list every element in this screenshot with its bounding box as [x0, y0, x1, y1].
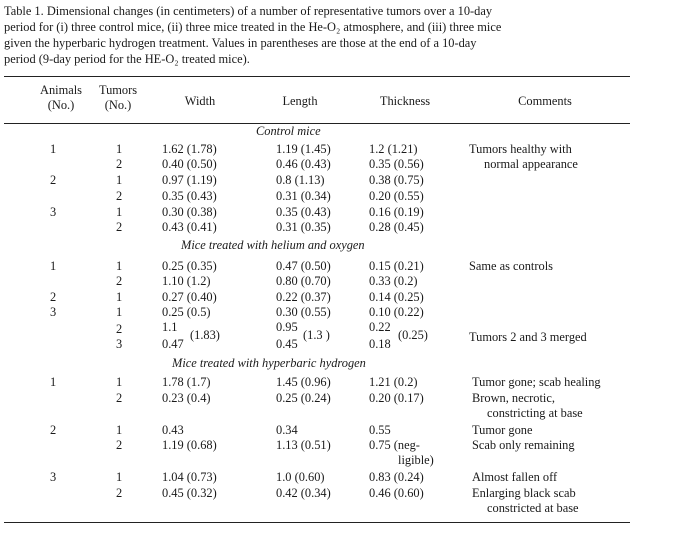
cell-animal: 2 [50, 290, 57, 304]
table-top-rule [4, 76, 630, 77]
cell-width: 0.43 (0.41) [162, 220, 217, 234]
cell-width: 0.35 (0.43) [162, 189, 217, 203]
cell-length: 0.34 [276, 423, 298, 437]
cell-thickness: 0.18 [369, 337, 391, 351]
cell-width-merged: (1.83) [190, 328, 220, 342]
cell-length: 1.45 (0.96) [276, 375, 331, 389]
caption-line: period (9-day period for the HE-O₂ treated mice). [4, 52, 250, 66]
cell-animal: 1 [50, 142, 57, 156]
cell-thickness: 0.83 (0.24) [369, 470, 424, 484]
header-animals [33, 83, 89, 113]
cell-length: 0.8 (1.13) [276, 173, 325, 187]
header-tumors [90, 83, 146, 113]
header-animals-line: Animals [40, 83, 82, 97]
cell-width: 0.27 (0.40) [162, 290, 217, 304]
cell-tumor: 2 [116, 189, 123, 203]
cell-tumor: 1 [116, 423, 123, 437]
cell-thickness: 1.2 (1.21) [369, 142, 418, 156]
cell-comment: Scab only remaining [472, 438, 575, 452]
cell-tumor: 1 [116, 290, 123, 304]
cell-tumor: 1 [116, 305, 123, 319]
cell-width: 0.43 [162, 423, 184, 437]
cell-comment: Tumor gone; scab healing [472, 375, 601, 389]
cell-thickness: 0.33 (0.2) [369, 274, 418, 288]
header-length: Length [282, 94, 318, 108]
cell-tumor: 2 [116, 274, 123, 288]
cell-animal: 2 [50, 173, 57, 187]
cell-animal: 1 [50, 259, 57, 273]
cell-tumor: 3 [116, 337, 123, 351]
cell-tumor: 1 [116, 205, 123, 219]
cell-width: 0.25 (0.5) [162, 305, 211, 319]
cell-width: 1.1 [162, 320, 178, 334]
caption-line: given the hyperbaric hydrogen treatment. Values in parentheses are those at the end of a 10-day [4, 36, 477, 50]
cell-length: 0.47 (0.50) [276, 259, 331, 273]
caption-line: period for (i) three control mice, (ii) three mice treated in the He-O₂ atmosphere, and (iii) three mice [4, 20, 502, 34]
cell-tumor: 1 [116, 375, 123, 389]
header-animals-unit: (No.) [47, 98, 75, 112]
cell-comment: Same as controls [469, 259, 553, 273]
cell-tumor: 2 [116, 220, 123, 234]
cell-length: 1.19 (1.45) [276, 142, 331, 156]
cell-length: 0.80 (0.70) [276, 274, 331, 288]
cell-width: 0.45 (0.32) [162, 486, 217, 500]
cell-tumor: 1 [116, 470, 123, 484]
cell-thickness: 0.16 (0.19) [369, 205, 424, 219]
section-title-helium: Mice treated with helium and oxygen [181, 238, 365, 252]
cell-tumor: 1 [116, 142, 123, 156]
cell-thickness-cont: ligible) [398, 453, 434, 467]
header-tumors-unit: (No.) [104, 98, 132, 112]
cell-comment-cont: constricting at base [487, 406, 583, 420]
cell-animal: 1 [50, 375, 57, 389]
cell-length: 0.42 (0.34) [276, 486, 331, 500]
cell-length: 1.0 (0.60) [276, 470, 325, 484]
cell-animal: 3 [50, 305, 57, 319]
cell-animal: 3 [50, 470, 57, 484]
cell-animal: 2 [50, 423, 57, 437]
cell-width: 0.30 (0.38) [162, 205, 217, 219]
cell-tumor: 2 [116, 486, 123, 500]
cell-tumor: 1 [116, 173, 123, 187]
cell-length: 0.45 [276, 337, 298, 351]
cell-width: 0.23 (0.4) [162, 391, 211, 405]
cell-length: 0.22 (0.37) [276, 290, 331, 304]
cell-comment-cont: constricted at base [487, 501, 579, 515]
section-title-hydrogen: Mice treated with hyperbaric hydrogen [172, 356, 366, 370]
cell-length: 0.31 (0.34) [276, 189, 331, 203]
cell-tumor: 2 [116, 157, 123, 171]
cell-comment: Tumors healthy with [469, 142, 572, 156]
table-bottom-rule [4, 522, 630, 523]
cell-length: 1.13 (0.51) [276, 438, 331, 452]
cell-thickness-merged: (0.25) [398, 328, 428, 342]
header-width: Width [184, 94, 216, 108]
cell-length-merged: (1.3 ) [303, 328, 330, 342]
cell-comment: Enlarging black scab [472, 486, 576, 500]
cell-comment: Almost fallen off [472, 470, 558, 484]
cell-thickness: 0.22 [369, 320, 391, 334]
cell-tumor: 2 [116, 391, 123, 405]
cell-width: 0.97 (1.19) [162, 173, 217, 187]
cell-width: 0.25 (0.35) [162, 259, 217, 273]
cell-thickness: 1.21 (0.2) [369, 375, 418, 389]
cell-thickness: 0.75 (neg- [369, 438, 420, 452]
cell-length: 0.25 (0.24) [276, 391, 331, 405]
caption-line: Table 1. Dimensional changes (in centimeters) of a number of representative tumors over a 10-day [4, 4, 493, 18]
cell-tumor: 2 [116, 438, 123, 452]
cell-thickness: 0.14 (0.25) [369, 290, 424, 304]
cell-thickness: 0.35 (0.56) [369, 157, 424, 171]
cell-comment: Tumors 2 and 3 merged [469, 330, 587, 344]
cell-thickness: 0.20 (0.55) [369, 189, 424, 203]
cell-width: 1.10 (1.2) [162, 274, 211, 288]
cell-thickness: 0.55 [369, 423, 391, 437]
cell-length: 0.35 (0.43) [276, 205, 331, 219]
cell-tumor: 2 [116, 322, 123, 336]
cell-comment: Tumor gone [472, 423, 533, 437]
cell-length: 0.30 (0.55) [276, 305, 331, 319]
header-tumors-line: Tumors [98, 83, 138, 97]
cell-comment: normal appearance [484, 157, 578, 171]
cell-width: 0.47 [162, 337, 184, 351]
cell-comment: Brown, necrotic, [472, 391, 555, 405]
cell-tumor: 1 [116, 259, 123, 273]
cell-thickness: 0.20 (0.17) [369, 391, 424, 405]
cell-width: 0.40 (0.50) [162, 157, 217, 171]
cell-width: 1.04 (0.73) [162, 470, 217, 484]
cell-thickness: 0.15 (0.21) [369, 259, 424, 273]
cell-thickness: 0.10 (0.22) [369, 305, 424, 319]
cell-thickness: 0.38 (0.75) [369, 173, 424, 187]
cell-length: 0.46 (0.43) [276, 157, 331, 171]
section-title-control: Control mice [256, 124, 321, 138]
cell-width: 1.19 (0.68) [162, 438, 217, 452]
table-caption [4, 3, 664, 67]
cell-thickness: 0.28 (0.45) [369, 220, 424, 234]
cell-length: 0.31 (0.35) [276, 220, 331, 234]
cell-length: 0.95 [276, 320, 298, 334]
header-comments: Comments [518, 94, 572, 108]
cell-animal: 3 [50, 205, 57, 219]
cell-width: 1.62 (1.78) [162, 142, 217, 156]
header-thickness: Thickness [379, 94, 431, 108]
cell-thickness: 0.46 (0.60) [369, 486, 424, 500]
cell-width: 1.78 (1.7) [162, 375, 211, 389]
